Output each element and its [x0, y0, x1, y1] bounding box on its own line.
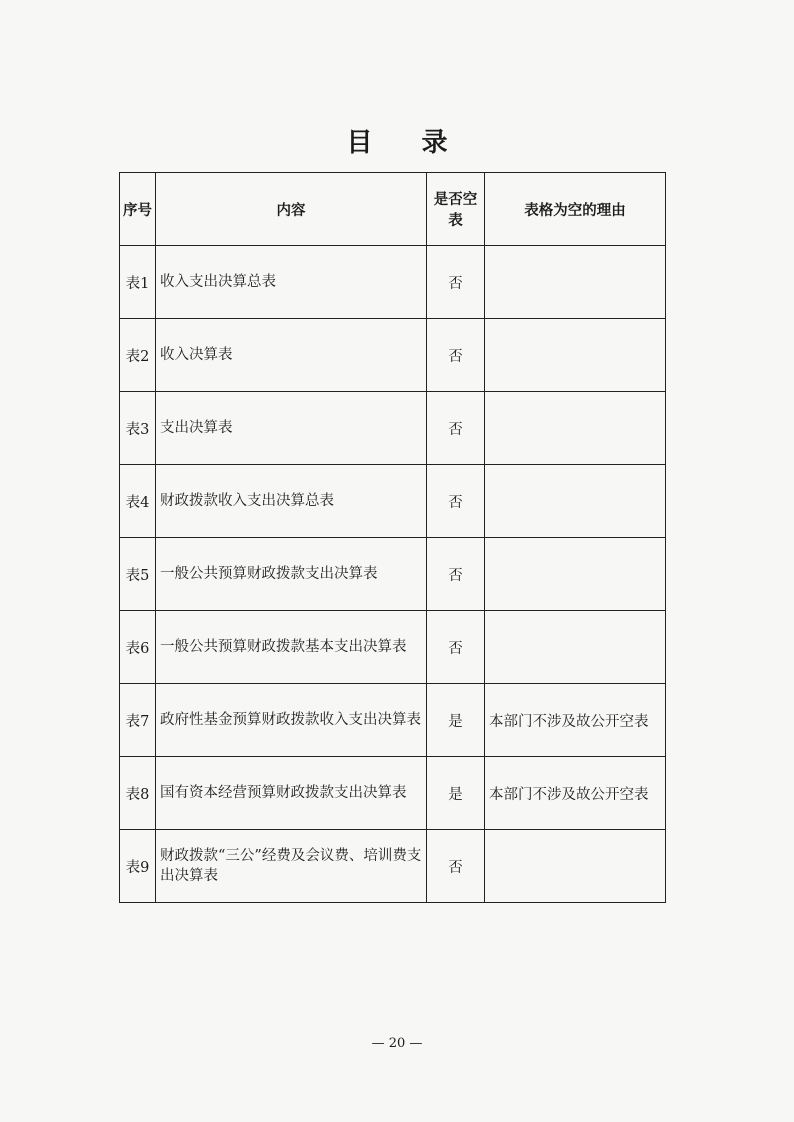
- row-is-empty: 否: [427, 392, 485, 465]
- row-seq: 表9: [120, 830, 156, 903]
- row-reason: [485, 538, 666, 611]
- row-seq: 表2: [120, 319, 156, 392]
- row-seq: 表1: [120, 246, 156, 319]
- row-reason: [485, 319, 666, 392]
- table-row: [120, 246, 666, 319]
- row-content: 一般公共预算财政拨款支出决算表: [156, 538, 427, 611]
- row-is-empty: 否: [427, 319, 485, 392]
- row-content: 政府性基金预算财政拨款收入支出决算表: [156, 684, 427, 757]
- table-row: [120, 538, 666, 611]
- row-content: 财政拨款“三公”经费及会议费、培训费支出决算表: [156, 830, 427, 903]
- table-row: [120, 830, 666, 903]
- row-content: 一般公共预算财政拨款基本支出决算表: [156, 611, 427, 684]
- table-header-row: [120, 173, 666, 246]
- row-reason: [485, 830, 666, 903]
- row-reason: 本部门不涉及故公开空表: [485, 757, 666, 830]
- row-content: 财政拨款收入支出决算总表: [156, 465, 427, 538]
- table-row: [120, 319, 666, 392]
- row-seq: 表7: [120, 684, 156, 757]
- row-reason: [485, 611, 666, 684]
- header-reason: 表格为空的理由: [485, 173, 666, 246]
- table-row: [120, 757, 666, 830]
- header-seq: 序号: [120, 173, 156, 246]
- table-row: [120, 465, 666, 538]
- table-row: [120, 392, 666, 465]
- row-reason: [485, 465, 666, 538]
- row-seq: 表5: [120, 538, 156, 611]
- row-seq: 表8: [120, 757, 156, 830]
- row-reason: [485, 392, 666, 465]
- row-is-empty: 否: [427, 538, 485, 611]
- row-is-empty: 否: [427, 830, 485, 903]
- row-is-empty: 是: [427, 757, 485, 830]
- row-is-empty: 否: [427, 611, 485, 684]
- row-seq: 表3: [120, 392, 156, 465]
- row-content: 支出决算表: [156, 392, 427, 465]
- row-seq: 表6: [120, 611, 156, 684]
- row-content: 收入决算表: [156, 319, 427, 392]
- row-reason: 本部门不涉及故公开空表: [485, 684, 666, 757]
- header-content: 内容: [156, 173, 427, 246]
- table-row: [120, 684, 666, 757]
- row-content: 收入支出决算总表: [156, 246, 427, 319]
- row-is-empty: 是: [427, 684, 485, 757]
- table-row: [120, 611, 666, 684]
- row-seq: 表4: [120, 465, 156, 538]
- header-is-empty: 是否空表: [427, 173, 485, 246]
- contents-table: [119, 172, 666, 903]
- row-is-empty: 否: [427, 465, 485, 538]
- page-title: 目 录: [346, 128, 468, 158]
- row-is-empty: 否: [427, 246, 485, 319]
- row-reason: [485, 246, 666, 319]
- page-number: — 20 —: [371, 1036, 423, 1051]
- row-content: 国有资本经营预算财政拨款支出决算表: [156, 757, 427, 830]
